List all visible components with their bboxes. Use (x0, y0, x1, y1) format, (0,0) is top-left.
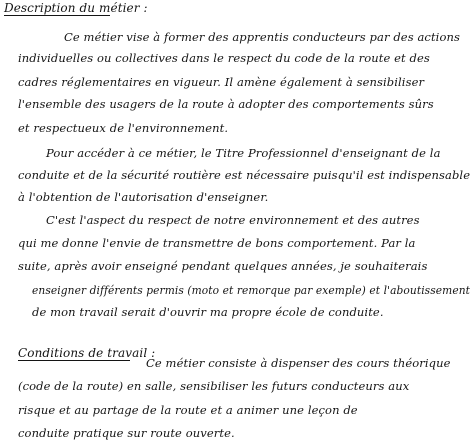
text-line: suite, après avoir enseigné pendant quelques années, je souhaiterais (18, 259, 428, 273)
text-line: cadres réglementaires en vigueur. Il amène également à sensibiliser (18, 75, 425, 89)
text-line: et respectueux de l'environnement. (18, 121, 229, 135)
text-line: à l'obtention de l'autorisation d'enseigner. (18, 190, 269, 204)
text-line: C'est l'aspect du respect de notre environnement et des autres (46, 213, 420, 227)
text-line: l'ensemble des usagers de la route à adopter des comportements sûrs (18, 97, 434, 111)
heading-underline (18, 360, 130, 361)
text-line: de mon travail serait d'ouvrir ma propre école de conduite. (32, 305, 384, 319)
section-heading-description: Description du métier : (4, 1, 148, 15)
text-line: enseigner différents permis (moto et remorque par exemple) et l'aboutissement (32, 283, 471, 297)
text-line: Ce métier consiste à dispenser des cours théorique (146, 356, 451, 370)
section-heading-conditions: Conditions de travail : (18, 346, 156, 360)
text-line: conduite et de la sécurité routière est nécessaire puisqu'il est indispensable (18, 168, 471, 182)
heading-underline (4, 15, 110, 16)
text-line: Pour accéder à ce métier, le Titre Professionnel d'enseignant de la (46, 146, 441, 160)
text-line: (code de la route) en salle, sensibiliser les futurs conducteurs aux (18, 379, 410, 393)
text-line: individuelles ou collectives dans le respect du code de la route et des (18, 51, 430, 65)
text-line: qui me donne l'envie de transmettre de bons comportement. Par la (18, 236, 416, 250)
text-line: risque et au partage de la route et a animer une leçon de (18, 403, 358, 417)
text-line: conduite pratique sur route ouverte. (18, 426, 235, 440)
text-line: Ce métier vise à former des apprentis conducteurs par des actions (64, 30, 460, 44)
